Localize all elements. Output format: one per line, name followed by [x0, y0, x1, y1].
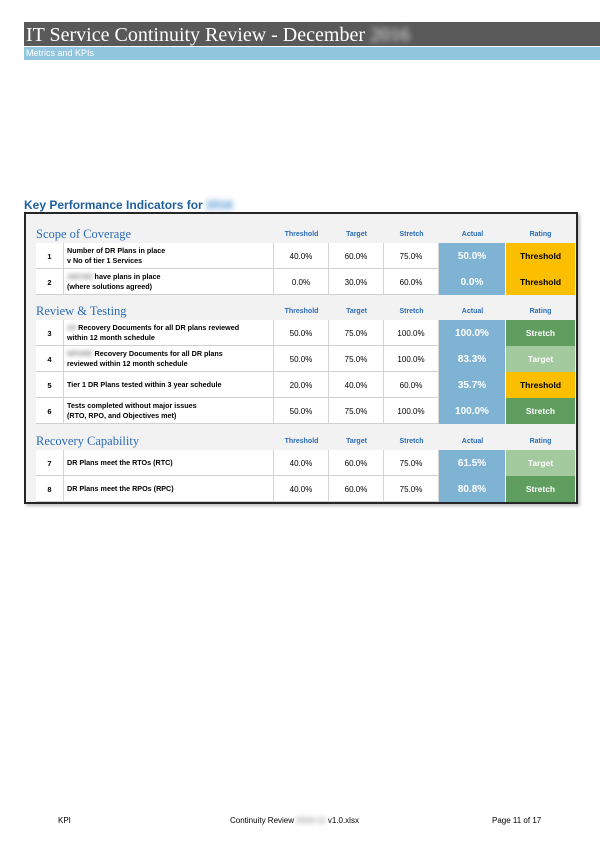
kpi-description	[64, 269, 274, 295]
column-header-stretch: Stretch	[399, 308, 424, 315]
kpi-stretch: 60.0%	[384, 372, 439, 398]
kpi-threshold: 40.0%	[274, 450, 329, 476]
kpi-description-body: Tier 1 DR Plans tested within 3 year schedule	[67, 379, 222, 389]
column-header-target: Target	[346, 438, 367, 445]
kpi-description-body: Tests completed without major issues (RTO, RPO, and Objectives met)	[67, 400, 197, 420]
kpi-heading-text: Key Performance Indicators for	[24, 198, 207, 212]
kpi-row	[36, 398, 562, 424]
column-header-threshold: Threshold	[284, 231, 319, 238]
title-year-redacted: 2016	[369, 24, 410, 46]
kpi-row	[36, 269, 562, 295]
section-header	[36, 226, 572, 242]
column-header-actual: Actual	[461, 308, 484, 315]
kpi-actual: 80.8%	[439, 476, 506, 502]
kpi-threshold: 20.0%	[274, 372, 329, 398]
kpi-rating-badge: Threshold	[506, 243, 575, 269]
kpi-actual: 83.3%	[439, 346, 506, 372]
kpi-stretch: 100.0%	[384, 320, 439, 346]
kpi-threshold: 50.0%	[274, 320, 329, 346]
kpi-number: 2	[36, 269, 64, 295]
kpi-row	[36, 450, 562, 476]
kpi-number: 5	[36, 372, 64, 398]
kpi-number: 3	[36, 320, 64, 346]
title-text: IT Service Continuity Review - December	[26, 24, 370, 46]
kpi-description-text	[67, 246, 165, 267]
kpi-number: 8	[36, 476, 64, 502]
column-header-threshold: Threshold	[284, 308, 319, 315]
document-subtitle: Metrics and KPIs	[24, 47, 600, 60]
kpi-rating-badge: Threshold	[506, 269, 575, 295]
footer-filename	[230, 814, 359, 828]
kpi-target: 75.0%	[329, 346, 384, 372]
kpi-row	[36, 320, 562, 346]
kpi-threshold: 50.0%	[274, 398, 329, 424]
page-footer	[0, 814, 600, 828]
kpi-rating-badge: Stretch	[506, 320, 575, 346]
kpi-description	[64, 398, 274, 424]
kpi-actual: 0.0%	[439, 269, 506, 295]
section-header	[36, 303, 572, 319]
kpi-description-body: DR Plans meet the RPOs (RPC)	[67, 483, 174, 493]
kpi-threshold: 40.0%	[274, 476, 329, 502]
kpi-description-text	[67, 484, 174, 495]
kpi-stretch: 75.0%	[384, 450, 439, 476]
section-title: Recovery Capability	[36, 434, 140, 448]
kpi-stretch: 75.0%	[384, 243, 439, 269]
kpi-description-body: have plans in place (where solutions agreed)	[67, 271, 161, 291]
footer-filename-redacted: 2016-12	[296, 816, 326, 825]
kpi-rating-badge: Target	[506, 450, 575, 476]
kpi-description-text	[67, 272, 160, 293]
kpi-description-redacted: NPORE	[67, 348, 93, 358]
kpi-description-redacted: ABCDE	[67, 271, 93, 281]
kpi-heading	[24, 198, 584, 212]
kpi-rating-badge: Stretch	[506, 398, 575, 424]
kpi-row	[36, 243, 562, 269]
section-header	[36, 433, 572, 449]
kpi-rating-badge: Stretch	[506, 476, 575, 502]
kpi-target: 30.0%	[329, 269, 384, 295]
footer-page-number: Page 11 of 17	[492, 816, 542, 825]
kpi-description-body: Number of DR Plans in place v No of tier 1 Services	[67, 245, 166, 265]
kpi-target: 40.0%	[329, 372, 384, 398]
kpi-actual: 100.0%	[439, 398, 506, 424]
kpi-description-text	[67, 349, 223, 370]
kpi-description	[64, 243, 274, 269]
kpi-description	[64, 346, 274, 372]
kpi-number: 1	[36, 243, 64, 269]
column-header-stretch: Stretch	[399, 231, 424, 238]
kpi-target: 75.0%	[329, 320, 384, 346]
kpi-target: 75.0%	[329, 398, 384, 424]
column-header-actual: Actual	[461, 438, 484, 445]
kpi-description	[64, 320, 274, 346]
section-title: Scope of Coverage	[36, 227, 132, 241]
kpi-rating-badge: Target	[506, 346, 575, 372]
kpi-description-redacted: All	[67, 322, 77, 332]
kpi-row	[36, 476, 562, 502]
footer-left: KPI	[58, 816, 71, 825]
kpi-number: 4	[36, 346, 64, 372]
kpi-target: 60.0%	[329, 243, 384, 269]
kpi-stretch: 75.0%	[384, 476, 439, 502]
kpi-target: 60.0%	[329, 476, 384, 502]
column-header-target: Target	[346, 308, 367, 315]
kpi-row	[36, 372, 562, 398]
kpi-actual: 100.0%	[439, 320, 506, 346]
kpi-actual: 35.7%	[439, 372, 506, 398]
kpi-actual: 61.5%	[439, 450, 506, 476]
column-header-threshold: Threshold	[284, 438, 319, 445]
footer-filename-suffix: v1.0.xlsx	[325, 816, 359, 825]
kpi-row	[36, 346, 562, 372]
document-title	[24, 22, 600, 46]
section-title: Review & Testing	[36, 304, 127, 318]
column-header-rating: Rating	[529, 231, 552, 238]
kpi-number: 6	[36, 398, 64, 424]
kpi-description-body: Recovery Documents for all DR plans reviewed within 12 month schedule	[67, 322, 240, 342]
column-header-actual: Actual	[461, 231, 484, 238]
kpi-description-text	[67, 458, 173, 469]
kpi-stretch: 100.0%	[384, 346, 439, 372]
kpi-rating-badge: Threshold	[506, 372, 575, 398]
kpi-description	[64, 476, 274, 502]
kpi-panel	[24, 212, 578, 504]
kpi-target: 60.0%	[329, 450, 384, 476]
column-header-rating: Rating	[529, 438, 552, 445]
kpi-actual: 50.0%	[439, 243, 506, 269]
kpi-description	[64, 450, 274, 476]
kpi-description	[64, 372, 274, 398]
kpi-threshold: 0.0%	[274, 269, 329, 295]
kpi-description-body: DR Plans meet the RTOs (RTC)	[67, 457, 173, 467]
kpi-number: 7	[36, 450, 64, 476]
kpi-stretch: 100.0%	[384, 398, 439, 424]
kpi-heading-year-redacted: 2016	[206, 198, 233, 212]
kpi-description-text	[67, 323, 239, 344]
kpi-threshold: 50.0%	[274, 346, 329, 372]
column-header-rating: Rating	[529, 308, 552, 315]
kpi-stretch: 60.0%	[384, 269, 439, 295]
kpi-description-body: Recovery Documents for all DR plans reviewed within 12 month schedule	[67, 348, 223, 368]
footer-filename-prefix: Continuity Review	[230, 816, 297, 825]
column-header-target: Target	[346, 231, 367, 238]
kpi-threshold: 40.0%	[274, 243, 329, 269]
kpi-description-text	[67, 401, 197, 422]
kpi-description-text	[67, 380, 221, 391]
column-header-stretch: Stretch	[399, 438, 424, 445]
